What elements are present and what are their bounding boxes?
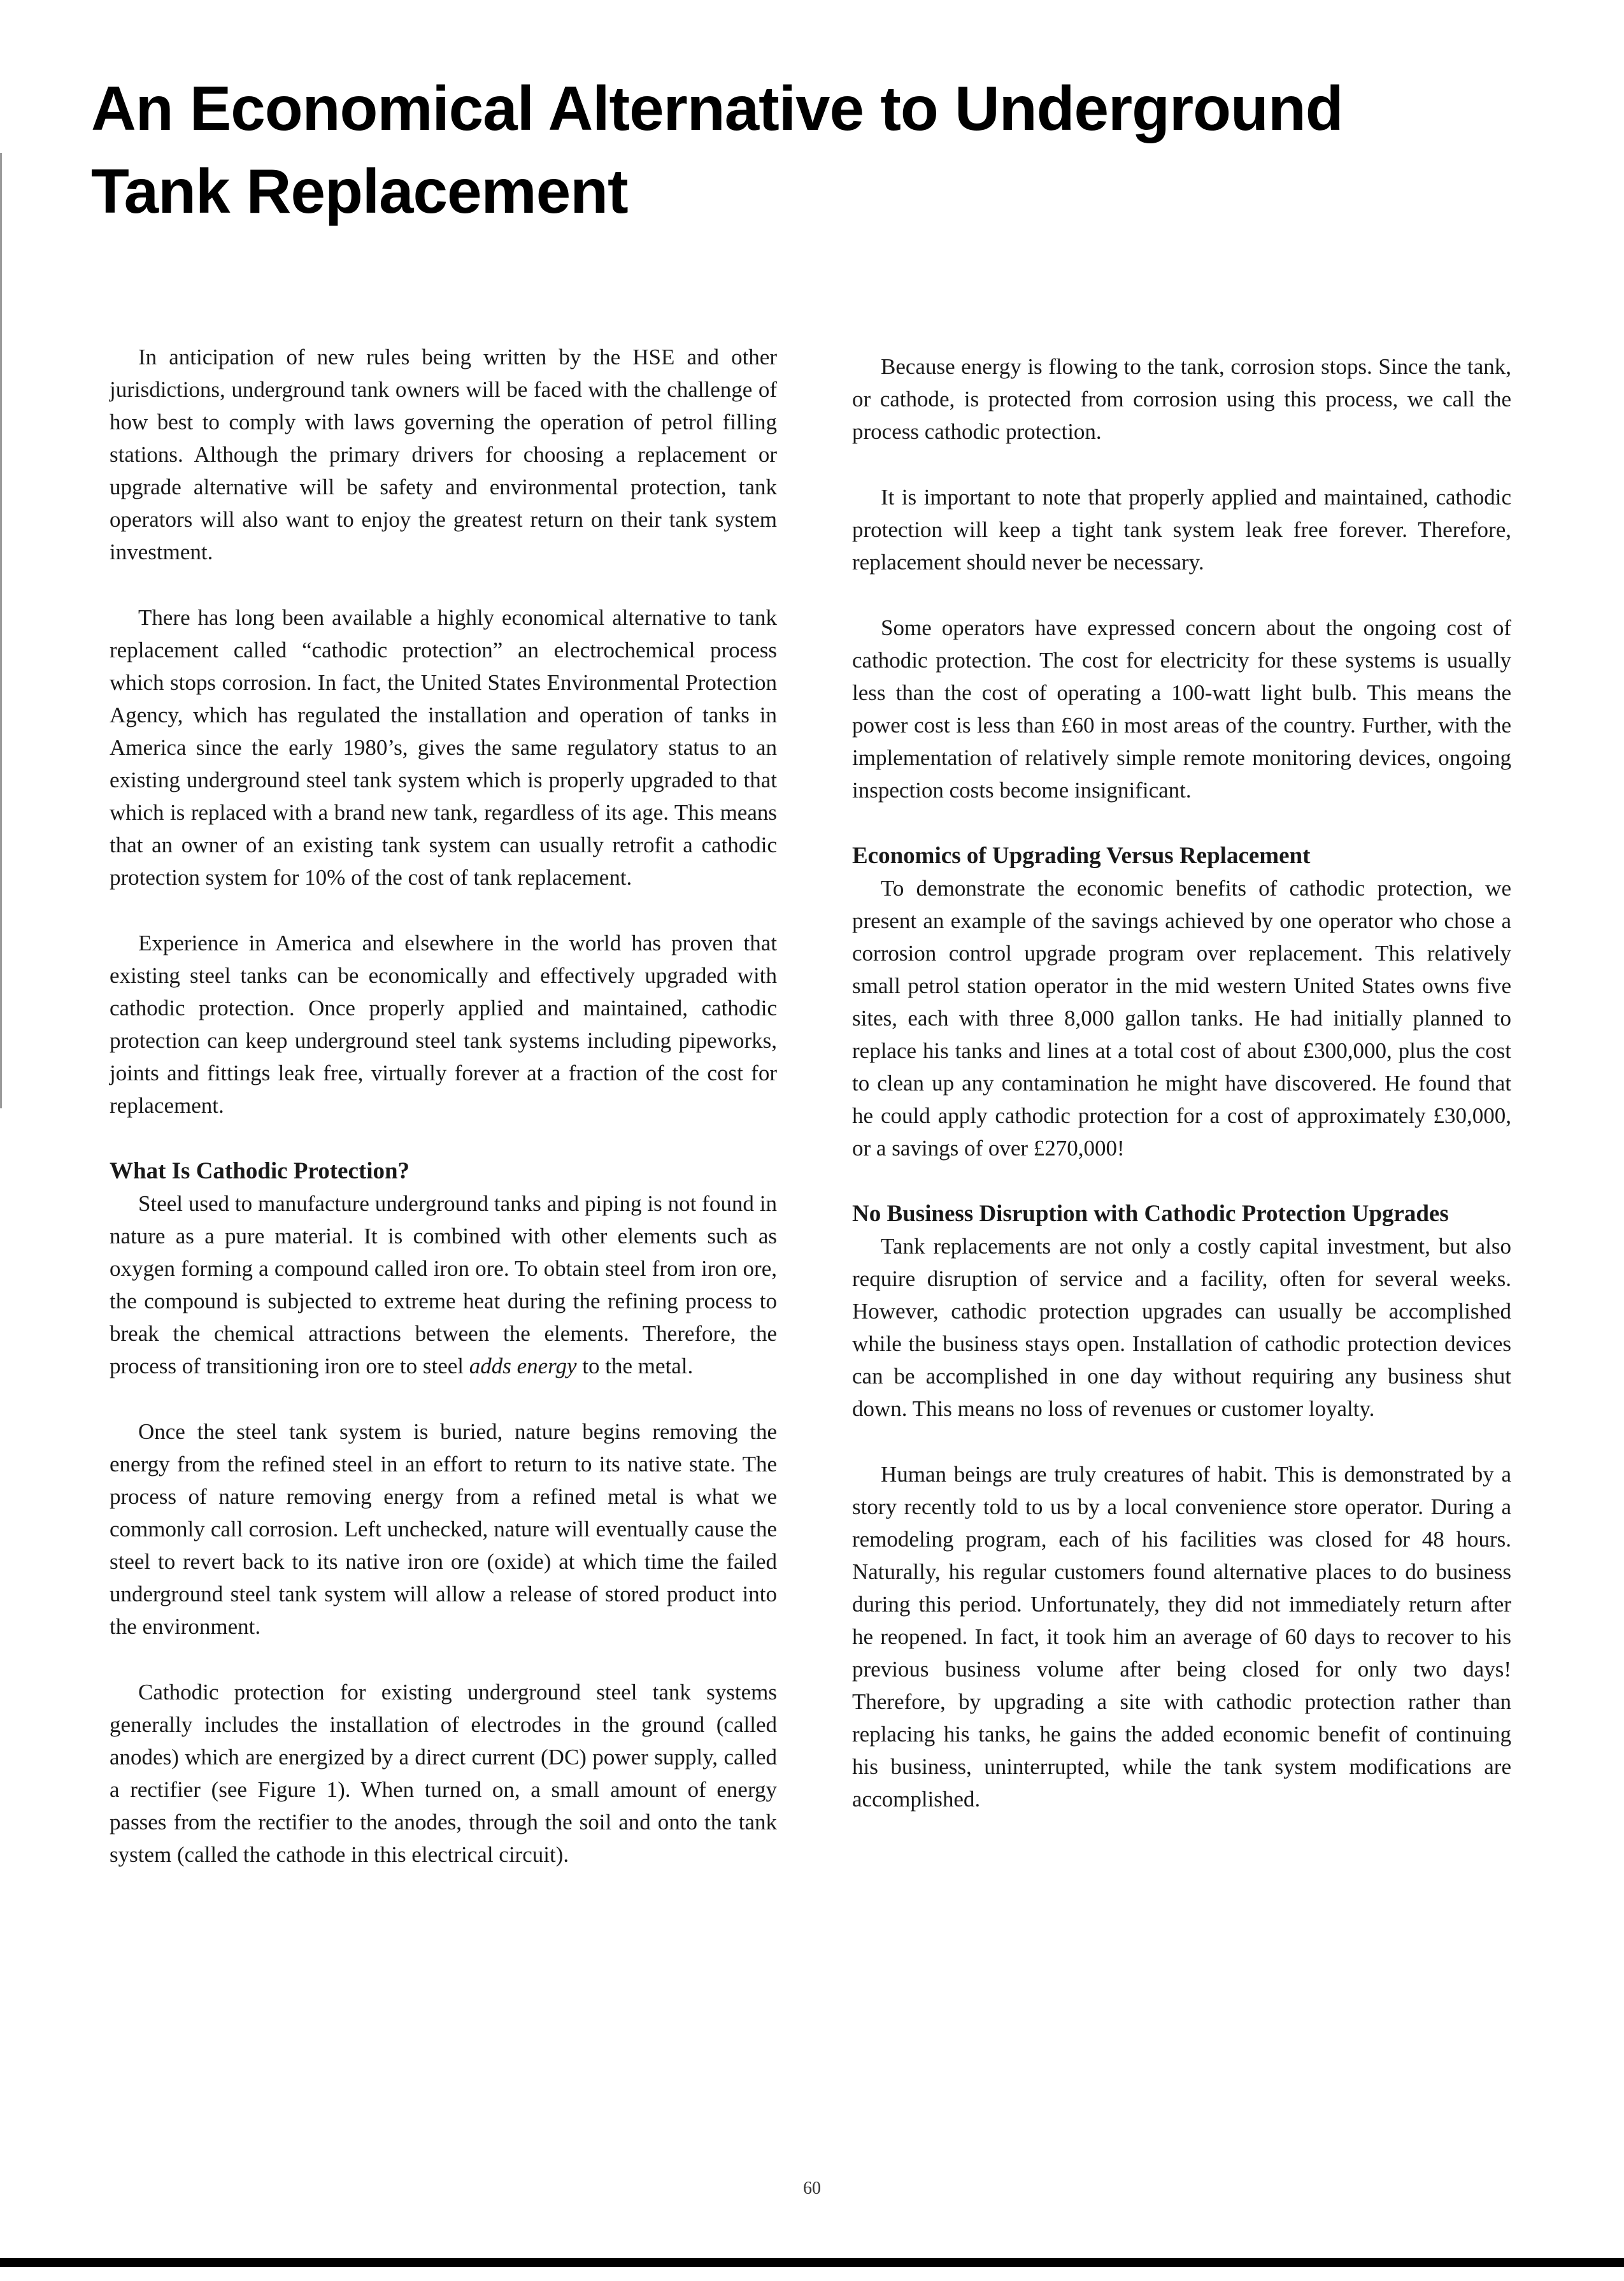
paragraph-gap	[110, 894, 777, 927]
energy-flow-paragraph: Because energy is flowing to the tank, corrosion stops. Since the tank, or cathode, is protected from corrosion using this process, we call the process cathodic protection.	[852, 354, 1511, 444]
anodes-paragraph: Cathodic protection for existing underground steel tank systems generally includes the installation of electrodes in the ground (called anodes) which are energized by a direct current (DC) power supply, called a rectifier (see Figure 1). When turned on, a small amount of energy passes from the rectifier to the anodes, through the soil and onto the tank system (called the cathode in this electrical circuit).	[110, 1680, 777, 1867]
paragraph-gap	[852, 448, 1511, 481]
business-disruption-paragraph: Tank replacements are not only a costly capital investment, but also require disruption of service and a facility, often for several weeks. However, cathodic protection upgrades can usually be accomplished while the business stays open. Installation of cathodic protection devices can be accomplished in one day without requiring any business shut down. This means no loss of revenues or customer loyalty.	[852, 1234, 1511, 1421]
section-heading-no-business-disruption: No Business Disruption with Cathodic Protection Upgrades	[852, 1201, 1449, 1227]
steel-manufacture-tail: to the metal.	[582, 1354, 694, 1378]
steel-manufacture-paragraph	[110, 1187, 777, 1382]
scan-edge-line	[0, 153, 2, 1108]
paragraph-gap	[852, 1164, 1511, 1198]
economics-paragraph: To demonstrate the economic benefits of cathodic protection, we present an example of the savings achieved by one operator who chose a corrosion control upgrade program over replacement. This relatively small petrol station operator in the mid western United States owns five sites, each with three 8,000 gallon tanks. He had initially planned to replace his tanks and lines at a total cost of about £300,000, plus the cost to clean up any contamination he might have discovered. He found that he could apply cathodic protection for a cost of approximately £30,000, or a savings of over £270,000!	[852, 876, 1511, 1161]
paragraph-gap	[852, 578, 1511, 611]
article-title: An Economical Alternative to Underground Tank Replacement	[91, 73, 1343, 226]
paragraph-gap	[852, 806, 1511, 840]
section-heading-what-is-cathodic-protection: What Is Cathodic Protection?	[110, 1158, 410, 1184]
paragraph-gap	[110, 1122, 777, 1155]
paragraph-gap	[110, 1382, 777, 1415]
habit-paragraph: Human beings are truly creatures of habit. This is demonstrated by a story recently told to us by a local convenience store operator. During a remodeling program, each of his facilities was closed for 48 hours. Naturally, his regular customers found alternative places to do business during this period. Unfortunately, they did not immediately return after he reopened. In fact, it took him an average of 60 days to recover to his previous business volume after being closed for only two days! Therefore, by upgrading a site with cathodic protection rather than replacing his tanks, he gains the added economic benefit of continuing his business, uninterrupted, while the tank system modifications are accomplished.	[852, 1462, 1511, 1812]
corrosion-paragraph: Once the steel tank system is buried, nature begins removing the energy from the refined steel in an effort to return to its native state. The process of nature removing energy from a refined metal is what we commonly call corrosion. Left unchecked, nature will eventually cause the steel to revert back to its native iron ore (oxide) at which time the failed underground steel tank system will allow a release of stored product into the environment.	[110, 1419, 777, 1639]
section-heading-economics: Economics of Upgrading Versus Replacement	[852, 843, 1311, 869]
left-column	[110, 341, 777, 1871]
right-column	[852, 350, 1511, 1815]
leak-free-paragraph: It is important to note that properly applied and maintained, cathodic protection will keep a tight tank system leak free forever. Therefore, replacement should never be necessary.	[852, 485, 1511, 575]
page-number: 60	[803, 2178, 821, 2198]
paragraph-gap	[110, 568, 777, 601]
paragraph-gap	[110, 1643, 777, 1676]
bottom-rule	[0, 2258, 1624, 2267]
steel-manufacture-text: Steel used to manufacture underground tanks and piping is not found in nature as a pure material. It is combined with other elements such as oxygen forming a compound called iron ore. To obtain steel from iron ore, the compound is subjected to extreme heat during the refining process to break the chemical attractions between the elements. Therefore, the process of transitioning iron ore to steel	[110, 1191, 777, 1378]
adds-energy-emphasis: adds energy	[469, 1354, 577, 1378]
intro-paragraph: In anticipation of new rules being written by the HSE and other jurisdictions, underground tank owners will be faced with the challenge of how best to comply with laws governing the operation of petrol filling stations. Although the primary drivers for choosing a replacement or upgrade alternative will be safety and environmental protection, tank operators will also want to enjoy the greatest return on their tank system investment.	[110, 345, 777, 564]
experience-paragraph: Experience in America and elsewhere in the world has proven that existing steel tanks can be economically and effectively upgraded with cathodic protection. Once properly applied and maintained, cathodic protection can keep underground steel tank systems including pipeworks, joints and fittings leak free, virtually forever at a fraction of the cost for replacement.	[110, 931, 777, 1118]
cathodic-alternative-paragraph: There has long been available a highly economical alternative to tank replacement called “cathodic protection” an electrochemical process which stops corrosion. In fact, the United States Environmental Protection Agency, which has regulated the installation and operation of tanks in America since the early 1980’s, gives the same regulatory status to an existing underground steel tank system which is properly upgraded to that which is replaced with a brand new tank, regardless of its age. This means that an owner of an existing tank system can usually retrofit a cathodic protection system for 10% of the cost of tank replacement.	[110, 605, 777, 890]
ongoing-cost-paragraph: Some operators have expressed concern about the ongoing cost of cathodic protection. The cost for electricity for these systems is usually less than the cost of operating a 100-watt light bulb. This means the power cost is less than £60 in most areas of the country. Further, with the implementation of relatively simple remote monitoring devices, ongoing inspection costs become insignificant.	[852, 615, 1511, 803]
paragraph-gap	[852, 1425, 1511, 1458]
